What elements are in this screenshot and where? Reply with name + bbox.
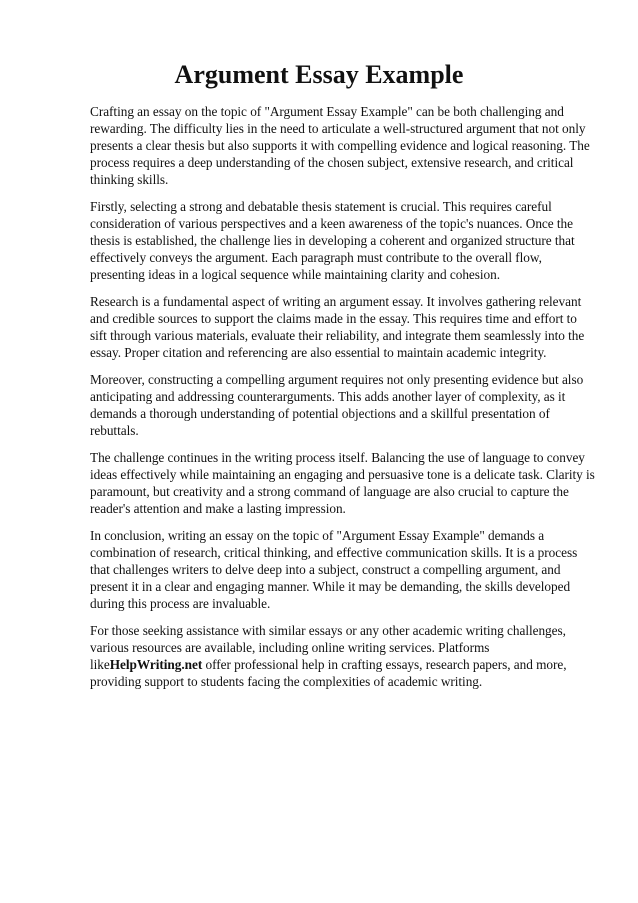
assistance-text-after: offer professional help in crafting essays, research papers, and more, providing support to students facing the complexities of academic writing. xyxy=(90,657,567,689)
document-body xyxy=(90,103,596,700)
document-title: Argument Essay Example xyxy=(174,60,464,89)
paragraph-research: Research is a fundamental aspect of writing an argument essay. It involves gathering relevant and credible sources to support the claims made in the essay. This requires time and effort to sift through various materials, evaluate their reliability, and integrate them seamlessly into the essay. Proper citation and referencing are also essential to maintain academic integrity. xyxy=(90,294,585,360)
paragraph-writing-process: The challenge continues in the writing process itself. Balancing the use of language to convey ideas effectively while maintaining an engaging and persuasive tone is a delicate task. Clarity is paramount, but creativity and a strong command of language are also crucial to capture the reader's attention and make a lasting impression. xyxy=(90,450,595,516)
paragraph-conclusion: In conclusion, writing an essay on the topic of "Argument Essay Example" demands a combination of research, critical thinking, and effective communication skills. It is a process that challenges writers to delve deep into a subject, construct a compelling argument, and present it in a clear and engaging manner. While it may be demanding, the skills developed during this process are invaluable. xyxy=(90,528,578,611)
assistance-text-before: For those seeking assistance with similar essays or any other academic writing challenges, various resources are available, including online writing services. Platforms like xyxy=(90,623,566,672)
brand-name: HelpWriting.net xyxy=(109,657,203,672)
paragraph-counterarguments: Moreover, constructing a compelling argument requires not only presenting evidence but also anticipating and addressing counterarguments. This adds another layer of complexity, as it demands a thorough understanding of potential objections and a skillful presentation of rebuttals. xyxy=(90,372,584,438)
paragraph-assistance xyxy=(90,622,596,690)
paragraph-intro: Crafting an essay on the topic of "Argument Essay Example" can be both challenging and rewarding. The difficulty lies in the need to articulate a well-structured argument that not only presents a clear thesis but also supports it with compelling evidence and logical reasoning. The process requires a deep understanding of the chosen subject, extensive research, and critical thinking skills. xyxy=(90,104,590,187)
paragraph-thesis: Firstly, selecting a strong and debatable thesis statement is crucial. This requires careful consideration of various perspectives and a keen awareness of the topic's nuances. Once the thesis is established, the challenge lies in developing a coherent and organized structure that effectively conveys the argument. Each paragraph must contribute to the overall flow, presenting ideas in a logical sequence while maintaining clarity and cohesion. xyxy=(90,199,575,282)
